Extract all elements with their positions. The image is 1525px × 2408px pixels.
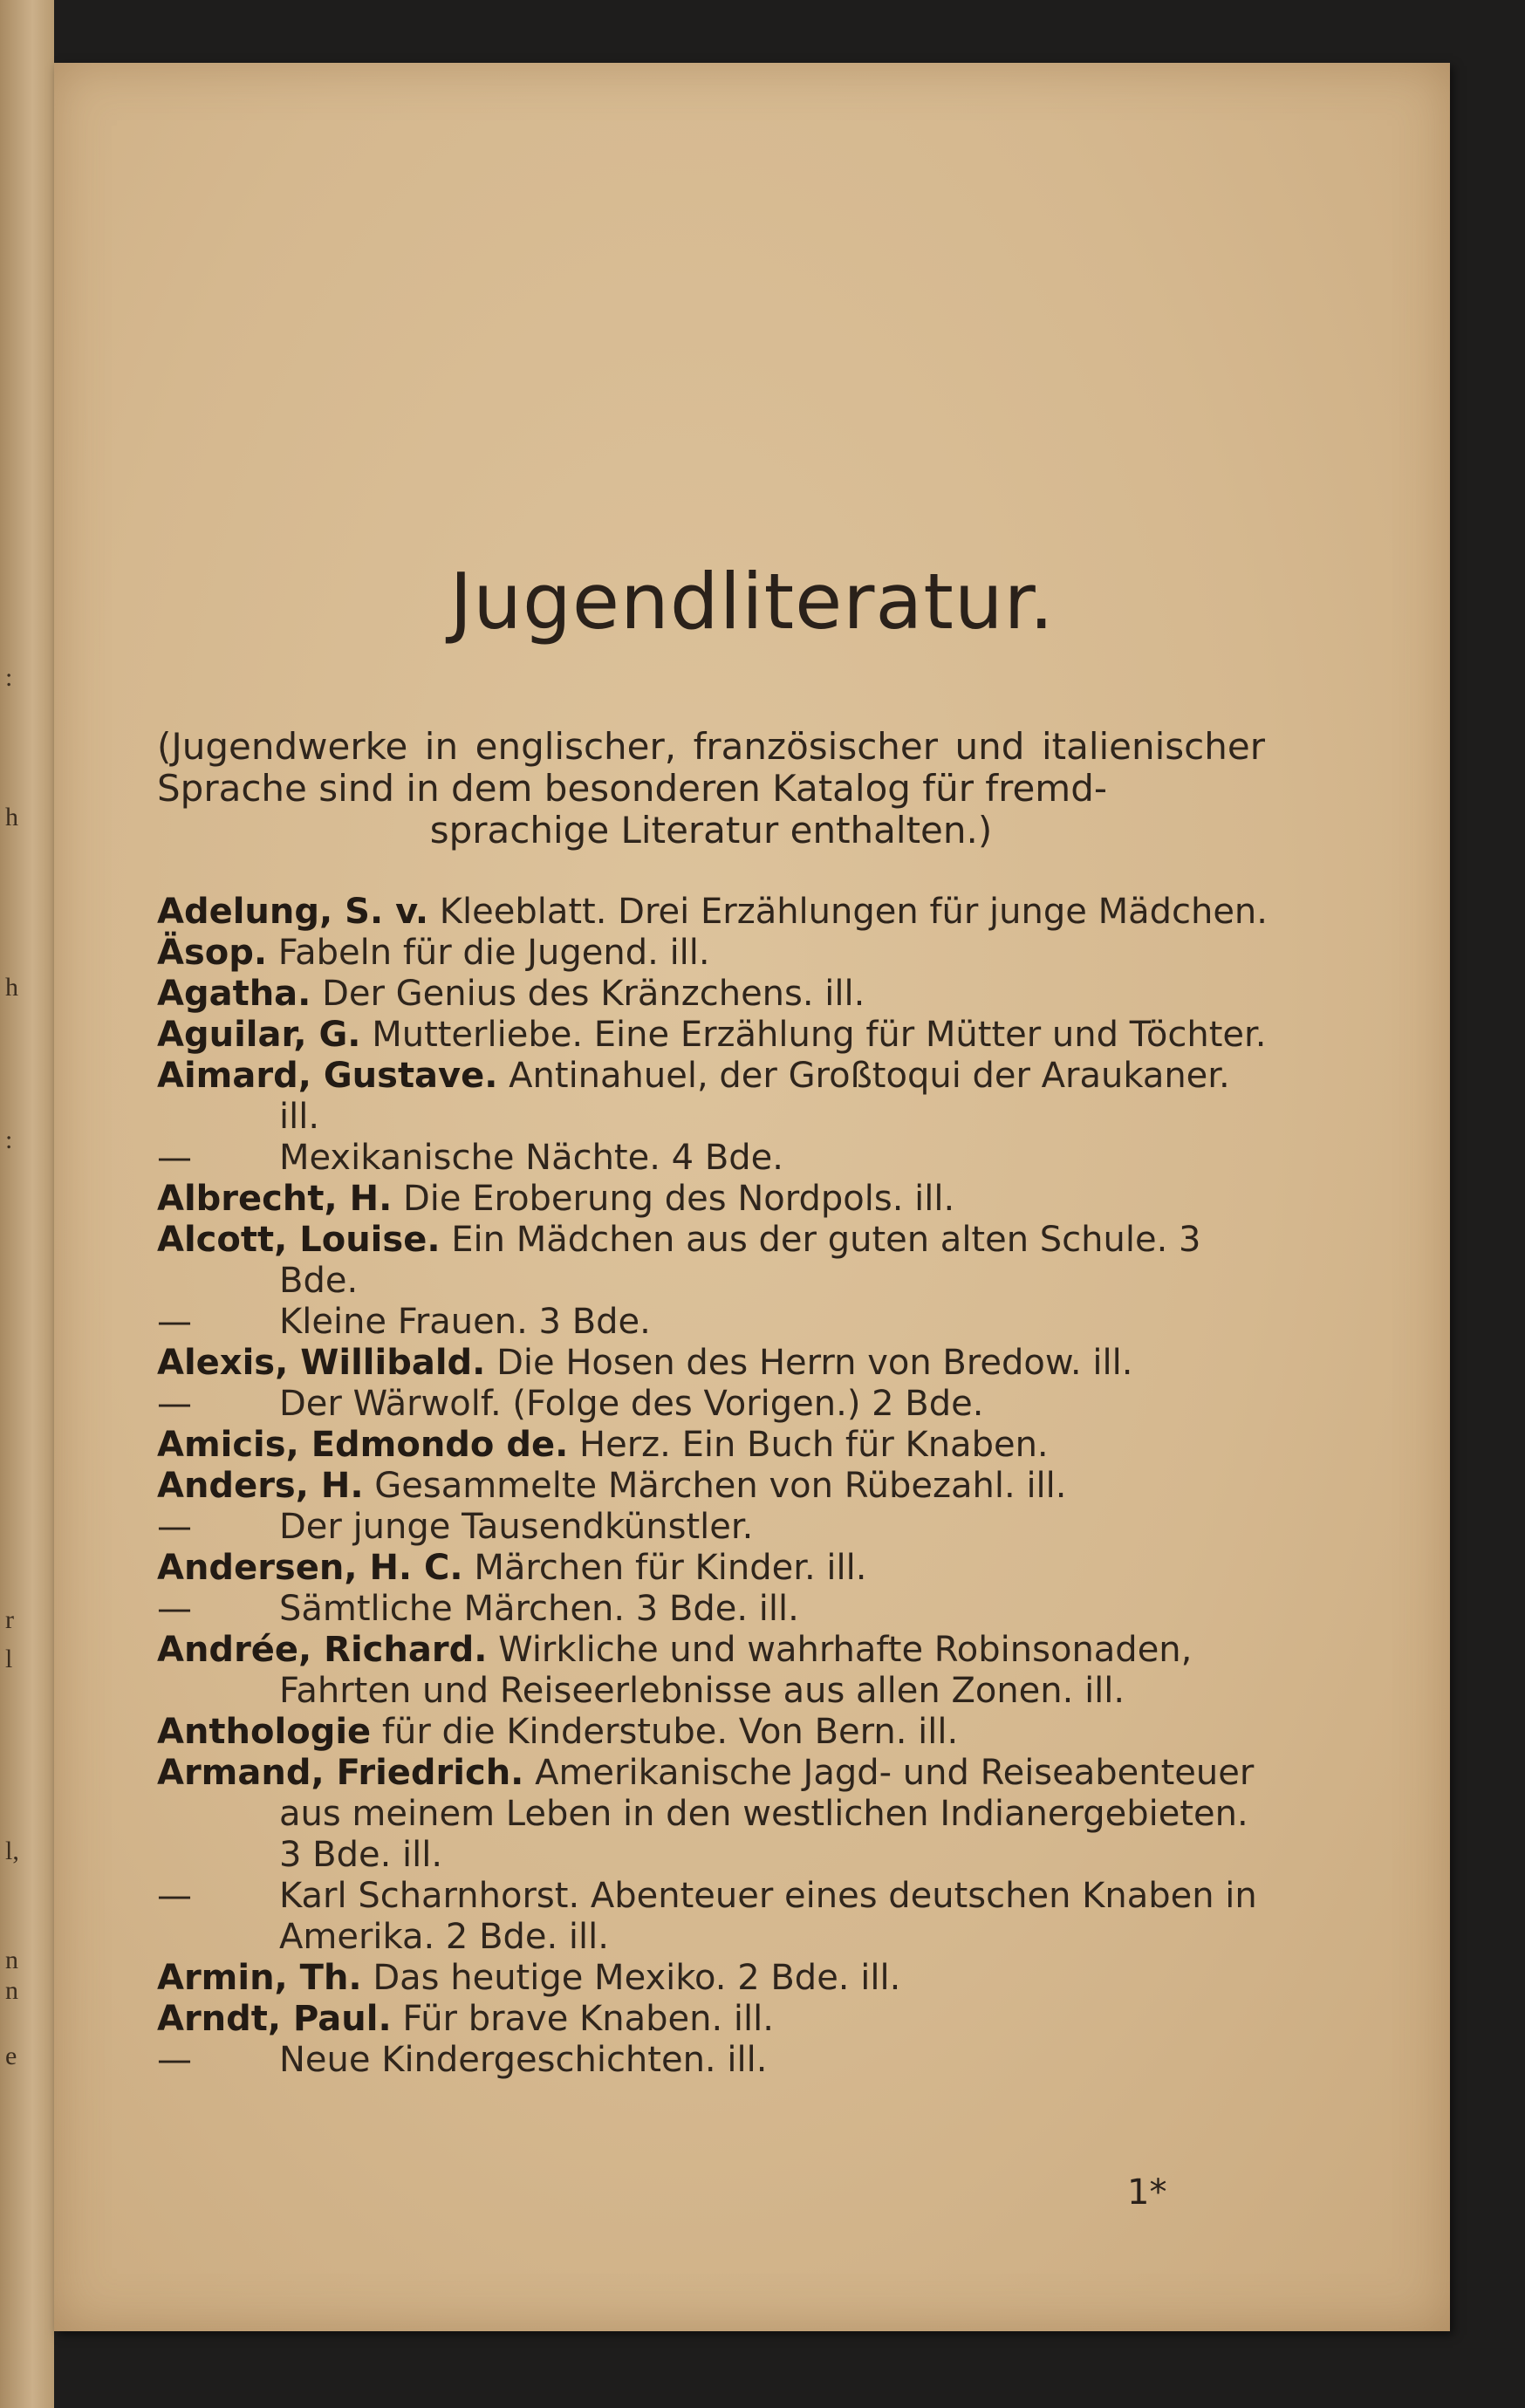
catalog-entry <box>157 892 1274 933</box>
entry-text: für die Kinderstube. Von Bern. ill. <box>381 1712 959 1752</box>
entry-author: Anders, H. <box>157 1466 364 1506</box>
catalog-entry <box>157 1712 1274 1753</box>
margin-fragment: : <box>5 663 13 692</box>
margin-fragment: h <box>5 973 18 1002</box>
catalog-entry-continuation <box>157 1384 1274 1425</box>
entry-text: Gesammelte Märchen von Rübezahl. ill. <box>374 1466 1067 1506</box>
entry-text: Amerikanische Jagd- und Reiseabenteuer aus meinem Leben in den westlichen Indianergebieten. 3 Bde. ill. <box>279 1753 1255 1875</box>
entry-text: Sämtliche Märchen. 3 Bde. ill. <box>279 1589 799 1629</box>
ditto-dash: — <box>157 1589 192 1629</box>
entry-text: Karl Scharnhorst. Abenteuer eines deutschen Knaben in Amerika. 2 Bde. ill. <box>279 1876 1257 1957</box>
entry-text: Ein Mädchen aus der guten alten Schule. 3 Bde. <box>279 1220 1201 1301</box>
ditto-dash: — <box>157 1138 192 1178</box>
catalog-entry-continuation <box>157 1876 1274 1958</box>
entry-text: Der Wärwolf. (Folge des Vorigen.) 2 Bde. <box>279 1384 984 1424</box>
catalog-entry <box>157 1179 1274 1220</box>
catalog-entry-continuation <box>157 1589 1274 1630</box>
margin-fragment: n <box>5 1946 18 1974</box>
entry-text: Fabeln für die Jugend. ill. <box>277 933 710 973</box>
entry-author: Alexis, Willibald. <box>157 1343 486 1383</box>
catalog-entry-continuation <box>157 1138 1274 1179</box>
ditto-dash: — <box>157 2040 192 2080</box>
entry-text: Neue Kindergeschichten. ill. <box>279 2040 768 2080</box>
margin-fragment: l <box>5 1645 13 1673</box>
margin-fragment: n <box>5 1976 18 2005</box>
entry-author: Alcott, Louise. <box>157 1220 441 1260</box>
entry-text: Wirkliche und wahrhafte Robinsonaden, Fahrten und Reiseerlebnisse aus allen Zonen. ill. <box>279 1630 1193 1711</box>
page-number: 1* <box>1127 2172 1167 2213</box>
margin-fragment: r <box>5 1605 14 1634</box>
entry-author: Äsop. <box>157 933 268 973</box>
ditto-dash: — <box>157 1876 192 1916</box>
introductory-note <box>157 726 1265 852</box>
catalog-entry-continuation <box>157 2040 1274 2081</box>
entry-text: Märchen für Kinder. ill. <box>474 1548 867 1588</box>
catalog-entry <box>157 933 1274 974</box>
book-page <box>54 63 1450 2331</box>
entry-text: Für brave Knaben. ill. <box>402 1999 774 2039</box>
margin-fragment: e <box>5 2042 17 2070</box>
margin-fragment: : <box>5 1125 13 1154</box>
catalog-entry <box>157 1466 1274 1507</box>
margin-fragment: h <box>5 803 18 831</box>
catalog-entry <box>157 1630 1274 1712</box>
entry-author: Armand, Friedrich. <box>157 1753 524 1793</box>
catalog-entry <box>157 1015 1274 1056</box>
page-title: Jugendliteratur. <box>449 557 1055 646</box>
entry-author: Aguilar, G. <box>157 1015 361 1055</box>
entry-author: Armin, Th. <box>157 1958 362 1998</box>
entry-text: Die Hosen des Herrn von Bredow. ill. <box>496 1343 1133 1383</box>
ditto-dash: — <box>157 1384 192 1424</box>
catalog-entry <box>157 1343 1274 1384</box>
catalog-entry <box>157 1425 1274 1466</box>
left-page-edge <box>0 0 54 2408</box>
catalog-entry <box>157 974 1274 1015</box>
entry-author: Aimard, Gustave. <box>157 1056 498 1096</box>
entry-author: Andersen, H. C. <box>157 1548 463 1588</box>
entry-author: Amicis, Edmondo de. <box>157 1425 569 1465</box>
catalog-entries <box>157 892 1274 2081</box>
entry-text: Der junge Tausendkünstler. <box>279 1507 754 1547</box>
note-text: (Jugendwerke in englischer, französischer und italienischer Sprache sind in dem besonderen Katalog für fremd- <box>157 725 1265 810</box>
entry-author: Andrée, Richard. <box>157 1630 488 1670</box>
entry-text: Kleine Frauen. 3 Bde. <box>279 1302 651 1342</box>
entry-author: Arndt, Paul. <box>157 1999 392 2039</box>
entry-text: Die Eroberung des Nordpols. ill. <box>402 1179 955 1219</box>
ditto-dash: — <box>157 1302 192 1342</box>
entry-text: Mutterliebe. Eine Erzählung für Mütter und Töchter. <box>372 1015 1267 1055</box>
entry-author: Adelung, S. v. <box>157 892 429 932</box>
entry-author: Agatha. <box>157 974 311 1014</box>
catalog-entry <box>157 1753 1274 1876</box>
entry-text: Der Genius des Kränzchens. ill. <box>322 974 865 1014</box>
note-text-last: sprachige Literatur enthalten.) <box>429 809 993 852</box>
catalog-entry <box>157 1548 1274 1589</box>
catalog-entry <box>157 1958 1274 1999</box>
entry-text: Herz. Ein Buch für Knaben. <box>579 1425 1049 1465</box>
catalog-entry <box>157 1220 1274 1302</box>
entry-text: Mexikanische Nächte. 4 Bde. <box>279 1138 783 1178</box>
entry-text: Das heutige Mexiko. 2 Bde. ill. <box>373 1958 901 1998</box>
catalog-entry-continuation <box>157 1302 1274 1343</box>
ditto-dash: — <box>157 1507 192 1547</box>
entry-author: Anthologie <box>157 1712 372 1752</box>
entry-text: Antinahuel, der Großtoqui der Araukaner. ill. <box>279 1056 1230 1137</box>
catalog-entry-continuation <box>157 1507 1274 1548</box>
margin-fragment: l, <box>5 1837 19 1865</box>
entry-author: Albrecht, H. <box>157 1179 393 1219</box>
entry-text: Kleeblatt. Drei Erzählungen für junge Mädchen. <box>439 892 1268 932</box>
catalog-entry <box>157 1056 1274 1138</box>
catalog-entry <box>157 1999 1274 2040</box>
